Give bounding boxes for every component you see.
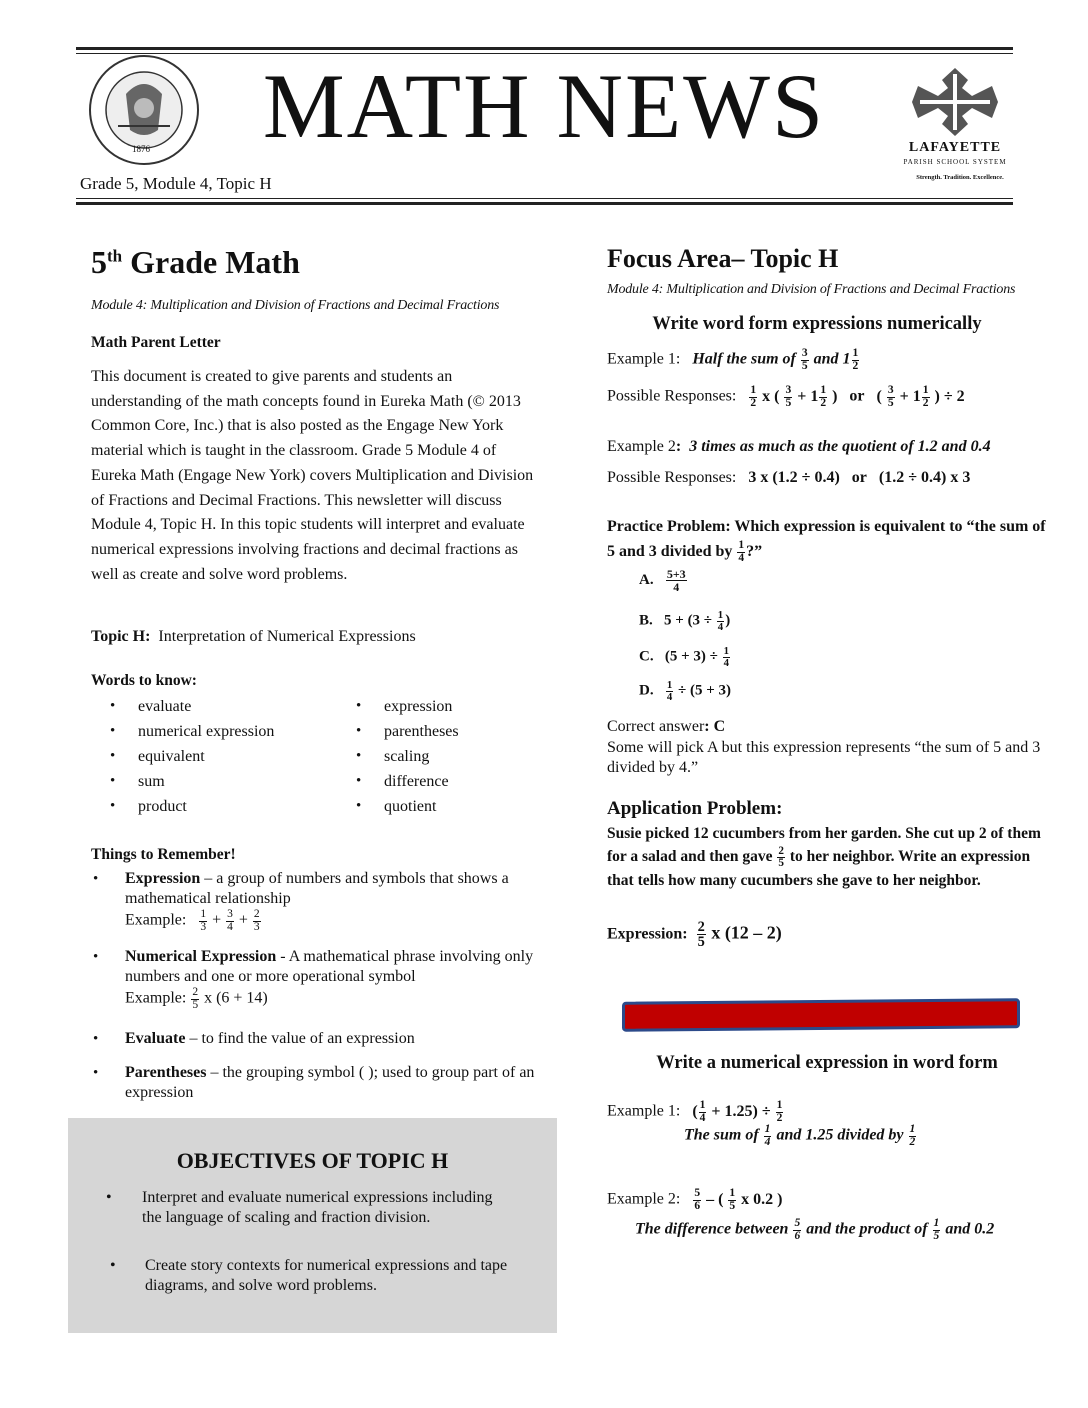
top-rule-thin [76,53,1013,54]
bottom-rule-thin [76,198,1013,199]
wf-example2: Example 2: $\frac{5}{6}$ – ( $\frac{1}{5}$ x 0.2 ) [607,1187,783,1212]
remember-item-evaluate: • Evaluate – to find the value of an expression [91,1029,541,1049]
choice-d: D. $\frac{1}{4}$ ÷ (5 + 3) [639,679,732,703]
bottom-rule-thick [76,202,1013,205]
example2-line: Example 2: 3 times as much as the quotient of 1.2 and 0.4 [607,438,991,455]
intro-paragraph: This document is created to give parents and students an understanding of the math concepts found in Eureka Math (© 2013 Common Core, Inc.) that is also posted as the Engage New York material which is taught in the classroom. Grade 5 Module 4 of Eureka Math (Engage New York) covers Multiplication and Division of Fractions and Decimal Fractions. This newsletter will discuss Module 4, Topic H. In this topic students will interpret and evaluate numerical expressions involving fractions and decimal fractions as well as create and solve word problems. [91,368,534,583]
list-item: • quotient [338,798,459,823]
choice-b: B. 5 + (3 ÷ $\frac{1}{4}$ ) [639,609,731,633]
list-item: • product [92,798,274,823]
wf-example1: Example 1: ( $\frac{1}{4}$ + 1.25) ÷ $\frac{1}{2}$ [607,1099,783,1124]
wf-example1-answer: The sum of $\frac{1}{4}$ and 1.25 divided by $\frac{1}{2}$ [684,1123,916,1148]
subhead-numeric-to-word: Write a numerical expression in word form [656,1053,998,1073]
correct-answer: Correct answer: C [607,718,726,735]
correct-note: Some will pick A but this expression represents “the sum of 5 and 3 divided by 4.” [607,739,1041,776]
remember-item-numerical-expression: • Numerical Expression - A mathematical phrase involving only numbers and one or more operational symbol Example: $\frac{2}{5}$ x (6 + 14) [91,947,541,1011]
list-item: • sum [92,773,274,798]
list-item: • evaluate [92,698,274,723]
example1-line: Example 1: Half the sum of $\frac{3}{5}$ and 1 $\frac{1}{2}$ [607,347,859,372]
list-item: • numerical expression [92,723,274,748]
objective-item: • Create story contexts for numerical expressions and tape diagrams, and solve word problems. [110,1257,508,1294]
objectives-box [68,1118,557,1333]
list-item: • expression [338,698,459,723]
parent-letter-title: Math Parent Letter [91,334,221,351]
application-title: Application Problem: [607,798,783,819]
right-module-line: Module 4: Multiplication and Division of Fractions and Decimal Fractions [607,282,1016,297]
top-rule-thick [76,47,1013,50]
objectives-title: OBJECTIVES OF TOPIC H [176,1148,449,1173]
list-item: • equivalent [92,748,274,773]
list-item: • difference [338,773,459,798]
left-heading: 5th Grade Math [91,244,300,280]
choice-a: A. $\frac{5+3}{4}$ [639,567,686,594]
words-title: Words to know: [91,672,197,689]
red-divider-banner [622,998,1020,1031]
seal-year: 1876 [132,144,150,154]
right-heading: Focus Area– Topic H [607,244,839,273]
topic-line: Topic H: Interpretation of Numerical Expressions [91,628,416,645]
logo-motto: Strength. Tradition. Excellence. [916,174,1004,181]
application-problem: Susie picked 12 cucumbers from her garden. She cut up 2 of them for a salad and then gave $\frac{2}{5}$ to her neighbor. Write an expression that tells how many cucumbers she gave to her neighbor. [607,825,1041,890]
logo-system: PARISH SCHOOL SYSTEM [903,158,1007,166]
example1-responses: Possible Responses: $\frac{1}{2}$ x ( $\frac{3}{5}$ + 1 $\frac{1}{2}$ ) or ( $\frac{3}{5}$ + 1 $\frac{1}{2}$ ) ÷ 2 [607,384,965,409]
wf-example2-answer: The difference between $\frac{5}{6}$ and the product of $\frac{1}{5}$ and 0.2 [635,1217,995,1242]
example2-responses: Possible Responses: 3 x (1.2 ÷ 0.4) or (1.2 ÷ 0.4) x 3 [607,469,971,486]
lafayette-logo [900,66,1010,186]
remember-list [91,869,541,1103]
left-module-line: Module 4: Multiplication and Division of Fractions and Decimal Fractions [91,298,500,313]
choice-c: C. (5 + 3) ÷ $\frac{1}{4}$ [639,645,730,669]
remember-item-expression: • Expression – a group of numbers and symbols that shows a mathematical relationship Example: $\frac{1}{3}$ + $\frac{3}{4}$ + $\frac{2}{3}$ [91,869,541,933]
remember-item-parentheses: • Parentheses – the grouping symbol ( ); used to group part of an expression [91,1063,541,1103]
remember-title: Things to Remember! [91,846,236,863]
logo-name: LAFAYETTE [908,140,1002,155]
objective-item: • Interpret and evaluate numerical expressions including the language of scaling and fraction division. [106,1189,493,1226]
subhead-word-to-numeric: Write word form expressions numerically [652,314,982,334]
masthead-title: MATH NEWS [262,55,826,157]
grade-module-subheader: Grade 5, Module 4, Topic H [80,174,272,193]
list-item: • scaling [338,748,459,773]
application-expression: Expression: $\frac{2}{5}$ x (12 – 2) [607,919,782,951]
words-list-col1 [92,698,274,823]
words-list-col2 [338,698,459,823]
practice-problem: Practice Problem: Which expression is equivalent to “the sum of 5 and 3 divided by $\frac{1}{4}$ ?” [607,518,1046,564]
list-item: • parentheses [338,723,459,748]
